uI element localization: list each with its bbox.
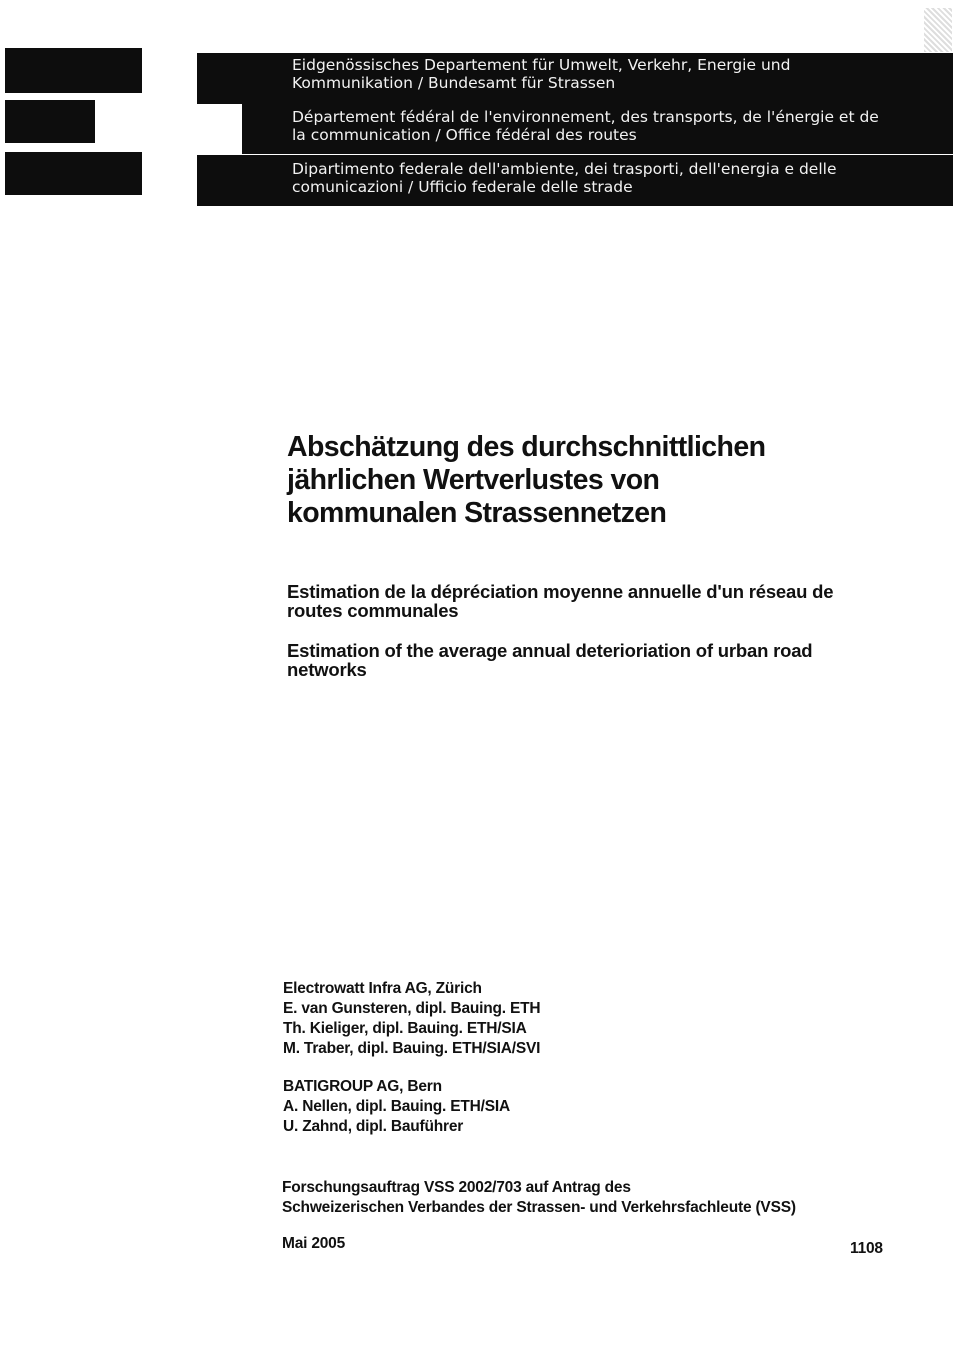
author-name: A. Nellen, dipl. Bauing. ETH/SIA <box>283 1098 510 1115</box>
logo-bar-middle <box>5 100 95 143</box>
author-name: E. van Gunsteren, dipl. Bauing. ETH <box>283 1000 541 1017</box>
author-group-batigroup <box>283 1077 763 1137</box>
document-title <box>287 431 847 530</box>
subtitle-french: Estimation de la dépréciation moyenne annuelle d'un réseau de routes communales <box>287 581 834 621</box>
subtitle-english: Estimation of the average annual deterioriation of urban road networks <box>287 640 813 680</box>
logo-bar-bottom <box>5 152 142 195</box>
author-name: M. Traber, dipl. Bauing. ETH/SIA/SVI <box>283 1040 541 1057</box>
logo-bar-top <box>5 48 142 93</box>
department-line: la communication / Office fédéral des routes <box>292 126 637 144</box>
author-company: Electrowatt Infra AG, Zürich <box>283 980 482 997</box>
author-company: BATIGROUP AG, Bern <box>283 1078 442 1095</box>
department-line: Département fédéral de l'environnement, des transports, de l'énergie et de <box>292 108 879 126</box>
department-band-german <box>197 53 953 104</box>
research-line: Forschungsauftrag VSS 2002/703 auf Antrag des <box>282 1179 631 1196</box>
title-line: kommunalen Strassennetzen <box>287 497 667 529</box>
title-line: jährlichen Wertverlustes von <box>287 464 660 496</box>
department-line: Kommunikation / Bundesamt für Strassen <box>292 74 616 92</box>
research-line: Schweizerischen Verbandes der Strassen- und Verkehrsfachleute (VSS) <box>282 1199 796 1216</box>
title-line: Abschätzung des durchschnittlichen <box>287 431 766 463</box>
report-number: 1108 <box>850 1240 883 1257</box>
department-line: Dipartimento federale dell'ambiente, dei trasporti, dell'energia e delle <box>292 160 837 178</box>
publication-date: Mai 2005 <box>282 1235 346 1252</box>
author-name: Th. Kieliger, dipl. Bauing. ETH/SIA <box>283 1020 527 1037</box>
department-line: comunicazioni / Ufficio federale delle strade <box>292 178 633 196</box>
research-assignment <box>282 1178 902 1218</box>
department-band-french <box>242 104 953 154</box>
department-line: Eidgenössisches Departement für Umwelt, Verkehr, Energie und <box>292 56 791 74</box>
author-group-electrowatt <box>283 979 763 1059</box>
scan-artifact <box>924 8 952 52</box>
author-name: U. Zahnd, dipl. Bauführer <box>283 1118 464 1135</box>
department-band-italian <box>197 155 953 206</box>
